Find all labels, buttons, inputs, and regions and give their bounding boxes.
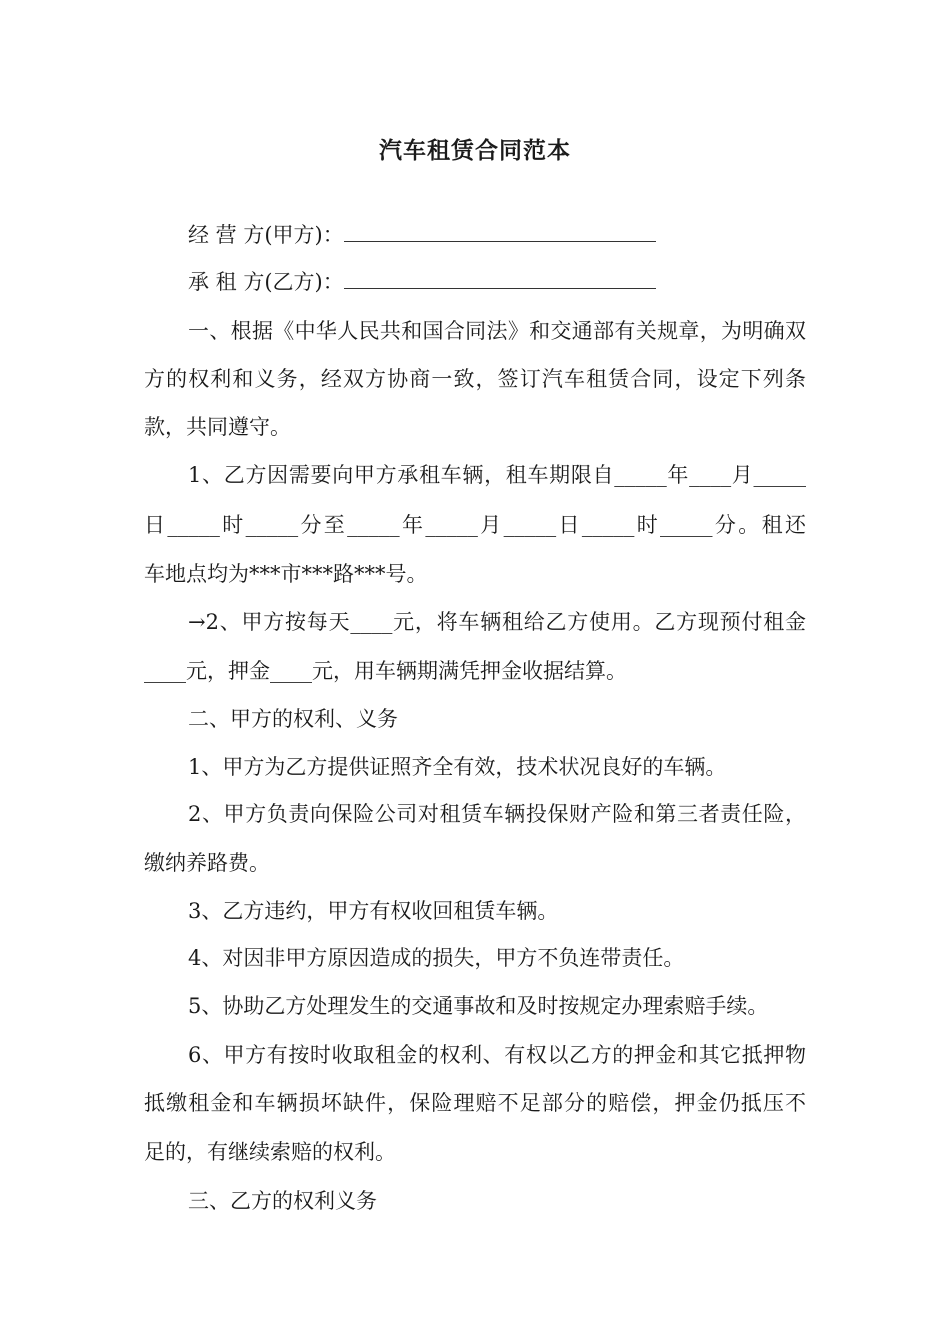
party-b-row	[188, 267, 656, 297]
a-item-4: 4、对因非甲方原因造成的损失，甲方不负连带责任。	[188, 946, 685, 970]
item-1-line-1: 1、乙方因需要向甲方承租车辆，租车期限自_____年____月_____	[188, 463, 806, 487]
item-2-line-2: ____元，押金____元，用车辆期满凭押金收据结算。	[144, 659, 627, 683]
item-1-line-2: 日_____时_____分至_____年_____月_____日_____时_____分。租还	[144, 513, 806, 537]
item-1-line-3: 车地点均为***市***路***号。	[144, 562, 428, 586]
clause-1-line-3: 款，共同遵守。	[144, 415, 291, 439]
a-item-2-line-2: 缴纳养路费。	[144, 851, 270, 875]
a-item-6-line-1: 6、甲方有按时收取租金的权利、有权以乙方的押金和其它抵押物	[188, 1043, 806, 1067]
a-item-1: 1、甲方为乙方提供证照齐全有效，技术状况良好的车辆。	[188, 755, 727, 779]
document-title: 汽车租赁合同范本	[379, 137, 571, 164]
clause-1-line-1: 一、根据《中华人民共和国合同法》和交通部有关规章，为明确双	[188, 319, 806, 343]
a-item-5: 5、协助乙方处理发生的交通事故和及时按规定办理索赔手续。	[188, 994, 769, 1018]
party-a-label: 经 营 方(甲方)：	[188, 223, 344, 247]
party-b-blank	[344, 268, 656, 289]
clause-1-line-2: 方的权利和义务，经双方协商一致，签订汽车租赁合同，设定下列条	[144, 367, 806, 391]
a-item-2-line-1: 2、甲方负责向保险公司对租赁车辆投保财产险和第三者责任险，	[188, 802, 806, 826]
item-2-line-1: →2、甲方按每天____元，将车辆租给乙方使用。乙方现预付租金	[188, 610, 806, 634]
party-a-blank	[344, 221, 656, 242]
a-item-6-line-2: 抵缴租金和车辆损坏缺件，保险理赔不足部分的赔偿，押金仍抵压不	[144, 1091, 806, 1115]
party-b-label: 承 租 方(乙方)：	[188, 270, 344, 294]
a-item-6-line-3: 足的，有继续索赔的权利。	[144, 1140, 396, 1164]
section-3-heading: 三、乙方的权利义务	[188, 1189, 377, 1213]
party-a-row	[188, 220, 656, 250]
a-item-3: 3、乙方违约，甲方有权收回租赁车辆。	[188, 899, 559, 923]
section-2-heading: 二、甲方的权利、义务	[188, 707, 398, 731]
